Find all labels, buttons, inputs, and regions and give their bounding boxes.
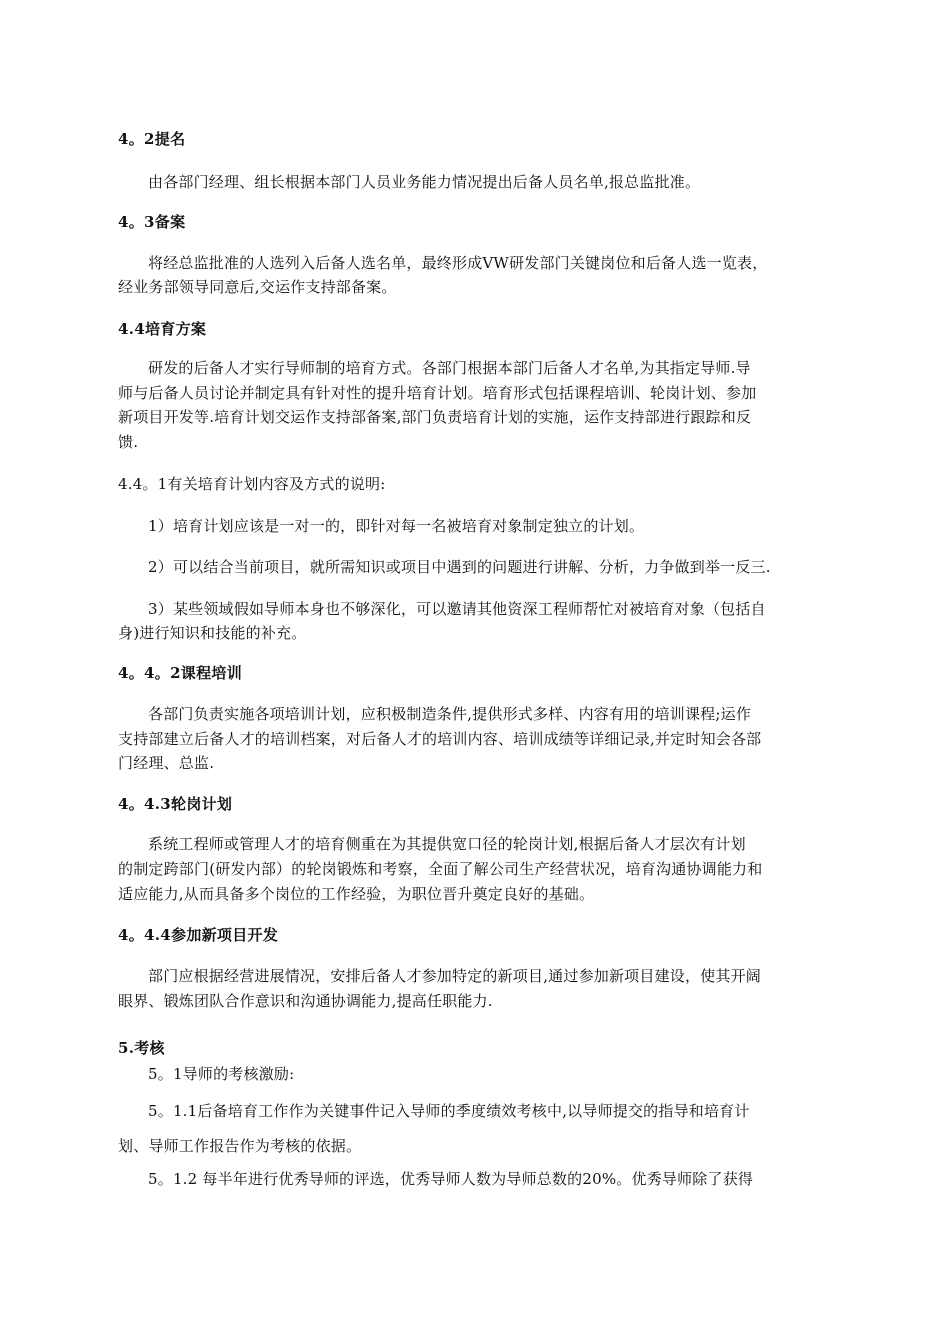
list-item: 2）可以结合当前项目，就所需知识或项目中遇到的问题进行讲解、分析，力争做到举一反三. — [148, 558, 771, 576]
section-heading-4-2: 4。2提名 — [118, 130, 186, 148]
paragraph-line: 研发的后备人才实行导师制的培育方式。各部门根据本部门后备人才名单,为其指定导师.导 — [148, 359, 751, 377]
section-heading-4-4: 4.4培育方案 — [118, 320, 207, 338]
paragraph-line: 划、导师工作报告作为考核的依据。 — [118, 1137, 362, 1155]
paragraph-line: 部门应根据经营进展情况，安排后备人才参加特定的新项目,通过参加新项目建设，使其开阔 — [148, 967, 761, 985]
section-heading-4-4-4: 4。4.4参加新项目开发 — [118, 926, 279, 944]
list-item: 1）培育计划应该是一对一的，即针对每一名被培育对象制定独立的计划。 — [148, 517, 645, 535]
paragraph-line: 新项目开发等.培育计划交运作支持部备案,部门负责培育计划的实施，运作支持部进行跟踪和反 — [118, 408, 752, 426]
section-heading-4-4-2: 4。4。2课程培训 — [118, 664, 243, 682]
paragraph-line: 5。1导师的考核激励: — [148, 1065, 295, 1083]
paragraph-line: 5。1.1后备培育工作作为关键事件记入导师的季度绩效考核中,以导师提交的指导和培育计 — [148, 1102, 750, 1120]
paragraph-line: 5。1.2 每半年进行优秀导师的评选，优秀导师人数为导师总数的20%。优秀导师除了获得 — [148, 1170, 754, 1188]
paragraph-line: 经业务部领导同意后,交运作支持部备案。 — [118, 278, 397, 296]
paragraph-line: 将经总监批准的人选列入后备人选名单，最终形成VW研发部门关键岗位和后备人选一览表， — [148, 254, 768, 272]
paragraph-line: 各部门负责实施各项培训计划，应积极制造条件,提供形式多样、内容有用的培训课程;运作 — [148, 705, 752, 723]
paragraph-line: 馈. — [118, 433, 139, 451]
section-heading-4-4-1: 4.4。1有关培育计划内容及方式的说明: — [118, 475, 386, 493]
paragraph-line: 适应能力,从而具备多个岗位的工作经验，为职位晋升奠定良好的基础。 — [118, 885, 595, 903]
list-item-continuation: 身)进行知识和技能的补充。 — [118, 624, 307, 642]
paragraph-line: 系统工程师或管理人才的培育侧重在为其提供宽口径的轮岗计划,根据后备人才层次有计划 — [148, 835, 746, 853]
list-item: 3）某些领域假如导师本身也不够深化，可以邀请其他资深工程师帮忙对被培育对象（包括自 — [148, 600, 766, 618]
paragraph-line: 师与后备人员讨论并制定具有针对性的提升培育计划。培育形式包括课程培训、轮岗计划、参加 — [118, 384, 757, 402]
section-heading-4-4-3: 4。4.3轮岗计划 — [118, 795, 233, 813]
section-heading-4-3: 4。3备案 — [118, 213, 186, 231]
paragraph-line: 由各部门经理、组长根据本部门人员业务能力情况提出后备人员名单,报总监批准。 — [148, 173, 701, 191]
paragraph-line: 眼界、锻炼团队合作意识和沟通协调能力,提高任职能力. — [118, 992, 493, 1010]
paragraph-line: 门经理、总监. — [118, 754, 215, 772]
paragraph-line: 的制定跨部门(研发内部）的轮岗锻炼和考察，全面了解公司生产经营状况，培育沟通协调能力和 — [118, 860, 763, 878]
section-heading-5: 5.考核 — [118, 1039, 165, 1057]
paragraph-line: 支持部建立后备人才的培训档案，对后备人才的培训内容、培训成绩等详细记录,并定时知会各部 — [118, 730, 762, 748]
